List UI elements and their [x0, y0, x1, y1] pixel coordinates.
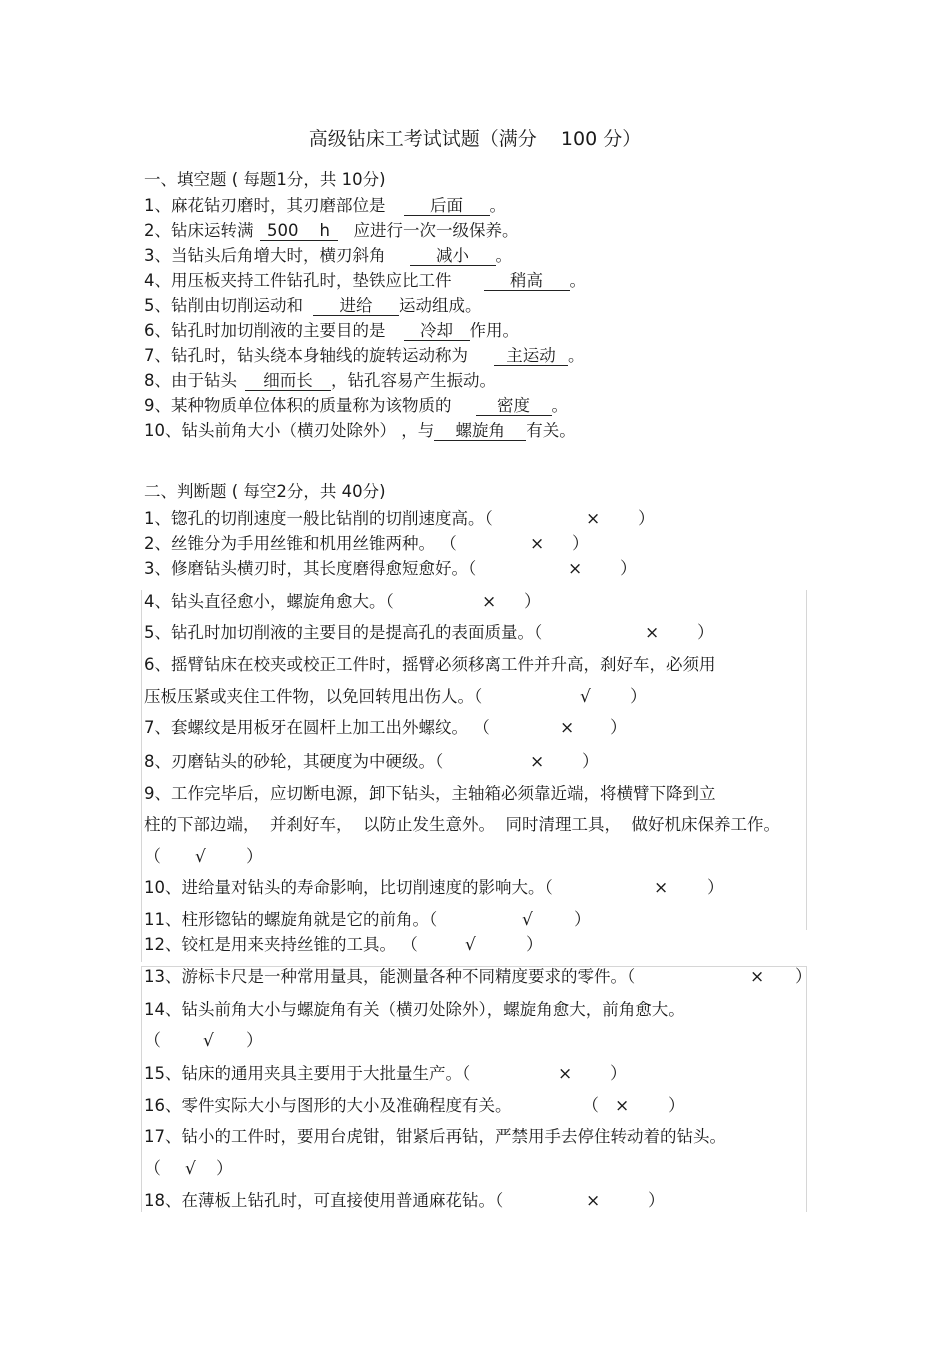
judge-item-text-cont: 压板压紧或夹住工件物，以免回转甩出伤人。（ [144, 687, 483, 706]
judge-item-text: 8、刃磨钻头的砂轮，其硬度为中硬级。（ [144, 752, 444, 771]
fill-item: 5、钻削由切削运动和 进给 运动组成。 [144, 296, 482, 315]
judge-close: ） [526, 935, 543, 955]
judge-mark: √ [465, 935, 476, 955]
judge-mark: √ [185, 1159, 196, 1179]
judge-open: （ [144, 847, 161, 867]
judge-mark: √ [522, 910, 533, 930]
judge-mark: √ [580, 687, 591, 707]
judge-mark: × [558, 1064, 573, 1084]
answer-blank: 后面 [404, 196, 490, 216]
judge-close: ） [572, 534, 589, 554]
judge-item-text: 5、钻孔时加切削液的主要目的是提高孔的表面质量。（ [144, 623, 543, 642]
judge-mark: × [586, 509, 601, 529]
judge-item-text: 10、进给量对钻头的寿命影响，比切削速度的影响大。（ [144, 878, 553, 897]
judge-item-text: 17、钻小的工件时，要用台虎钳，钳紧后再钻，严禁用手去停住转动着的钻头。 [144, 1127, 726, 1146]
judge-item-text: 2、丝锥分为手用丝锥和机用丝锥两种。 （ [144, 534, 457, 553]
judge-close: ） [630, 687, 647, 707]
judge-mark: × [530, 752, 545, 772]
judge-close: ） [610, 1064, 627, 1084]
judge-close: ） [648, 1191, 665, 1211]
scan-border-right-1 [806, 590, 807, 930]
judge-item-text: 14、钻头前角大小与螺旋角有关（横刃处除外），螺旋角愈大，前角愈大。 [144, 1000, 685, 1019]
answer-blank: 细而长 [245, 371, 331, 391]
answer-blank: 减小 [410, 246, 496, 266]
judge-item-text: 15、钻床的通用夹具主要用于大批量生产。（ [144, 1064, 471, 1083]
judge-close: ） [620, 559, 637, 579]
fill-item: 10、钻头前角大小（横刃处除外） ，与 螺旋角 有关。 [144, 421, 576, 440]
judge-mark: × [645, 623, 660, 643]
judge-close: ） [668, 1096, 685, 1116]
judge-item-text: 6、摇臂钻床在校夹或校正工件时，摇臂必须移离工件并升高，刹好车，必须用 [144, 655, 716, 674]
judge-close: ） [246, 847, 263, 867]
scan-border-right-2 [806, 966, 807, 1212]
judge-close: ） [610, 718, 627, 738]
judge-close: ） [524, 592, 541, 612]
fill-item: 4、用压板夹持工件钻孔时，垫铁应比工件 稍高 。 [144, 271, 586, 290]
answer-blank: 进给 [313, 296, 399, 316]
judge-item-text: 16、零件实际大小与图形的大小及准确程度有关。 [144, 1096, 512, 1115]
judge-open: （ [582, 1096, 599, 1116]
judge-item-text: 18、在薄板上钻孔时，可直接使用普通麻花钻。（ [144, 1191, 504, 1210]
section2-heading: 二、判断题 ( 每空2分，共 40分) [144, 482, 386, 501]
judge-close: ） [795, 967, 812, 987]
judge-open: （ [144, 1031, 161, 1051]
scan-border-left-1 [141, 590, 142, 962]
judge-item-text: 7、套螺纹是用板牙在圆杆上加工出外螺纹。 （ [144, 718, 490, 737]
judge-mark: × [530, 534, 545, 554]
judge-mark: × [615, 1096, 630, 1116]
answer-blank: 螺旋角 [434, 421, 526, 441]
judge-item-text: 13、游标卡尺是一种常用量具，能测量各种不同精度要求的零件。（ [144, 967, 636, 986]
judge-close: ） [707, 878, 724, 898]
answer-blank: 稍高 [484, 271, 570, 291]
judge-item-text: 1、锪孔的切削速度一般比钻削的切削速度高。（ [144, 509, 493, 528]
fill-item: 7、钻孔时，钻头绕本身轴线的旋转运动称为 主运动 。 [144, 346, 585, 365]
judge-close: ） [697, 623, 714, 643]
judge-mark: × [568, 559, 583, 579]
judge-close: ） [638, 509, 655, 529]
judge-mark: √ [195, 847, 206, 867]
fill-item: 2、钻床运转满 500 h 应进行一次一级保养。 [144, 221, 519, 240]
section1-heading: 一、填空题 ( 每题1分，共 10分) [144, 170, 386, 189]
scan-border-left-2 [141, 966, 142, 1212]
fill-item: 6、钻孔时加切削液的主要目的是 冷却 作用。 [144, 321, 519, 340]
judge-item-text-cont: 柱的下部边端， 并刹好车， 以防止发生意外。 同时清理工具， 做好机床保养工作。 [144, 815, 780, 834]
judge-mark: × [482, 592, 497, 612]
answer-blank: 500 h [260, 221, 338, 241]
page-title: 高级钻床工考试试题（满分 100 分） [308, 128, 642, 150]
judge-close: ） [246, 1031, 263, 1051]
judge-item-text: 9、工作完毕后，应切断电源，卸下钻头，主轴箱必须靠近端，将横臂下降到立 [144, 784, 716, 803]
judge-mark: × [654, 878, 669, 898]
judge-item-text: 3、修磨钻头横刃时，其长度磨得愈短愈好。（ [144, 559, 477, 578]
judge-mark: × [586, 1191, 601, 1211]
judge-item-text: 11、柱形锪钻的螺旋角就是它的前角。（ [144, 910, 438, 929]
judge-close: ） [216, 1159, 233, 1179]
fill-item: 3、当钻头后角增大时，横刃斜角 减小 。 [144, 246, 512, 265]
judge-open: （ [144, 1159, 161, 1179]
answer-blank: 主运动 [494, 346, 568, 366]
judge-item-text: 12、铰杠是用来夹持丝锥的工具。 （ [144, 935, 418, 954]
answer-blank: 冷却 [404, 321, 470, 341]
judge-mark: √ [203, 1031, 214, 1051]
judge-item-text: 4、钻头直径愈小，螺旋角愈大。（ [144, 592, 394, 611]
fill-item: 8、由于钻头 细而长 ，钻孔容易产生振动。 [144, 371, 496, 390]
judge-close: ） [582, 752, 599, 772]
fill-item: 9、某种物质单位体积的质量称为该物质的 密度 。 [144, 396, 568, 415]
fill-item: 1、麻花钻刃磨时，其刃磨部位是 后面 。 [144, 196, 506, 215]
judge-mark: × [560, 718, 575, 738]
judge-mark: × [750, 967, 765, 987]
answer-blank: 密度 [476, 396, 552, 416]
judge-close: ） [574, 910, 591, 930]
